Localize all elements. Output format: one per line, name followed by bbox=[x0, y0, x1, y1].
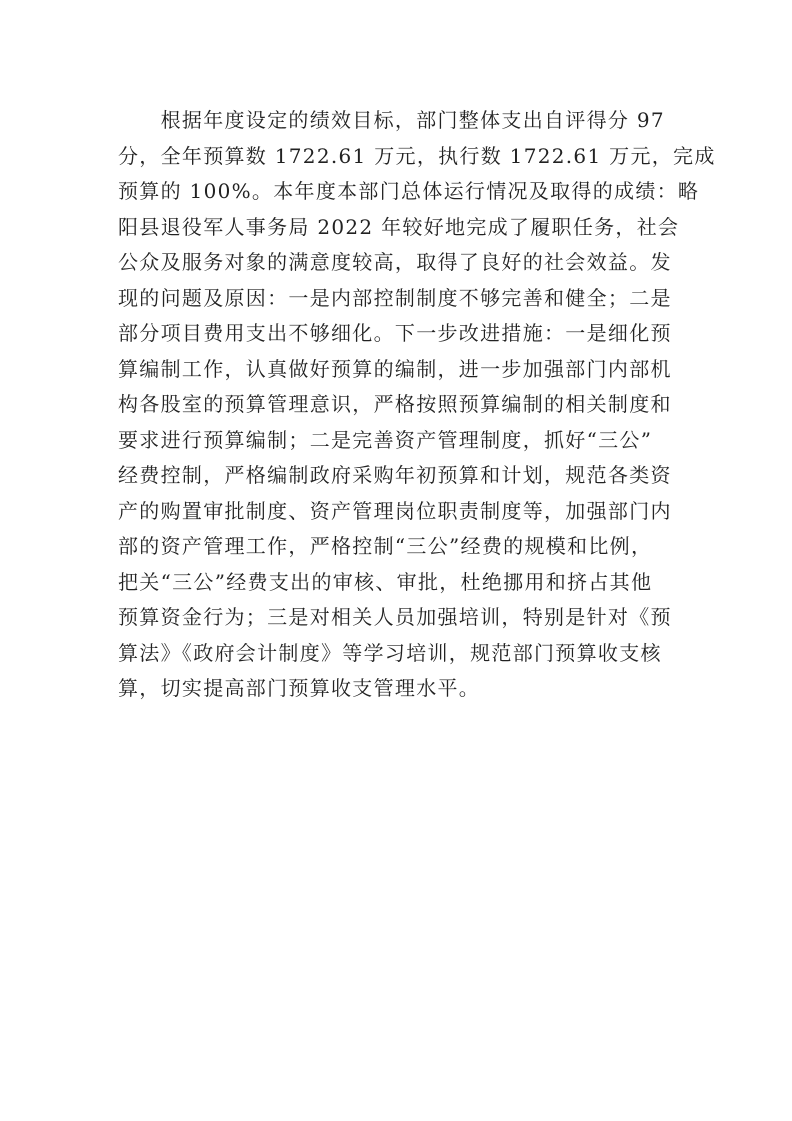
text-line: 算，切实提高部门预算收支管理水平。 bbox=[118, 676, 481, 700]
text-line: 分，全年预算数 1722.61 万元，执行数 1722.61 万元，完成 bbox=[118, 143, 716, 168]
text-line: 公众及服务对象的满意度较高，取得了良好的社会效益。发 bbox=[118, 250, 672, 274]
text-line: 部的资产管理工作，严格控制“三公”经费的规模和比例， bbox=[118, 534, 653, 558]
text-line: 现的问题及原因：一是内部控制制度不够完善和健全；二是 bbox=[118, 285, 672, 310]
text-line: 预算的 100%。本年度本部门总体运行情况及取得的成绩：略 bbox=[118, 179, 700, 203]
text-line: 经费控制，严格编制政府采购年初预算和计划，规范各类资 bbox=[118, 463, 672, 487]
text-line: 构各股室的预算管理意识，严格按照预算编制的相关制度和 bbox=[118, 392, 672, 416]
body-paragraph bbox=[118, 103, 716, 707]
text-line: 部分项目费用支出不够细化。下一步改进措施：一是细化预 bbox=[118, 321, 672, 345]
text-line: 预算资金行为；三是对相关人员加强培训，特别是针对《预 bbox=[118, 605, 672, 629]
text-line: 算编制工作，认真做好预算的编制，进一步加强部门内部机 bbox=[118, 356, 672, 381]
text-line: 产的购置审批制度、资产管理岗位职责制度等，加强部门内 bbox=[118, 498, 672, 523]
text-line: 阳县退役军人事务局 2022 年较好地完成了履职任务，社会 bbox=[118, 214, 680, 239]
text-line: 根据年度设定的绩效目标，部门整体支出自评得分 97 bbox=[118, 108, 665, 132]
text-line: 把关“三公”经费支出的审核、审批，杜绝挪用和挤占其他 bbox=[118, 569, 653, 594]
text-line: 要求进行预算编制；二是完善资产管理制度，抓好“三公” bbox=[118, 427, 653, 452]
text-line: 算法》《政府会计制度》等学习培训，规范部门预算收支核 bbox=[118, 640, 662, 665]
